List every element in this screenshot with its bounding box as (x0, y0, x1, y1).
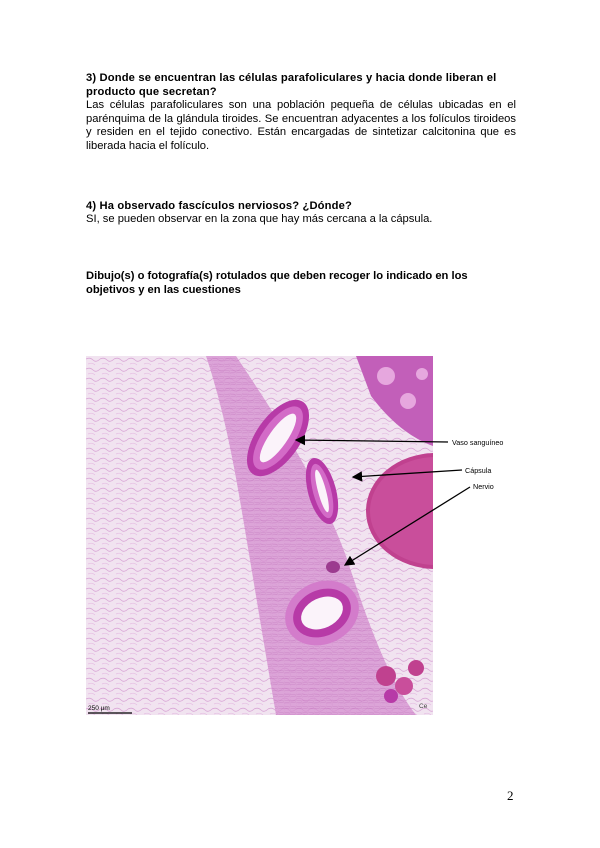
page-number: 2 (507, 788, 514, 803)
question-4-answer: SI, se pueden observar en la zona que hay más cercana a la cápsula. (86, 213, 433, 225)
question-3-answer: Las células parafoliculares son una población pequeña de células ubicadas en el parénquima de la glándula tiroides. Se encuentran adyacentes a los folículos tiroideos y residen en el tejido conectivo. Están encargadas de sintetizar calcitonina que es liberada hacia el folículo. (86, 99, 516, 152)
nerve-fascicle (326, 561, 340, 573)
question-3-title: 3) Donde se encuentran las células parafoliculares y hacia donde liberan el producto que secretan? (86, 72, 497, 98)
histology-micrograph (86, 356, 433, 715)
label-nervio: Nervio (473, 482, 494, 491)
corner-text: Ce (419, 703, 428, 710)
scale-bar-label: 250 µm (88, 705, 110, 712)
label-capsula: Cápsula (465, 466, 492, 475)
figure-section-title: Dibujo(s) o fotografía(s) rotulados que deben recoger lo indicado en los objetivos y en las cuestiones (86, 270, 468, 296)
question-4-title: 4) Ha observado fascículos nerviosos? ¿Dónde? (86, 200, 352, 212)
label-vaso-sanguineo: Vaso sanguíneo (452, 438, 504, 447)
